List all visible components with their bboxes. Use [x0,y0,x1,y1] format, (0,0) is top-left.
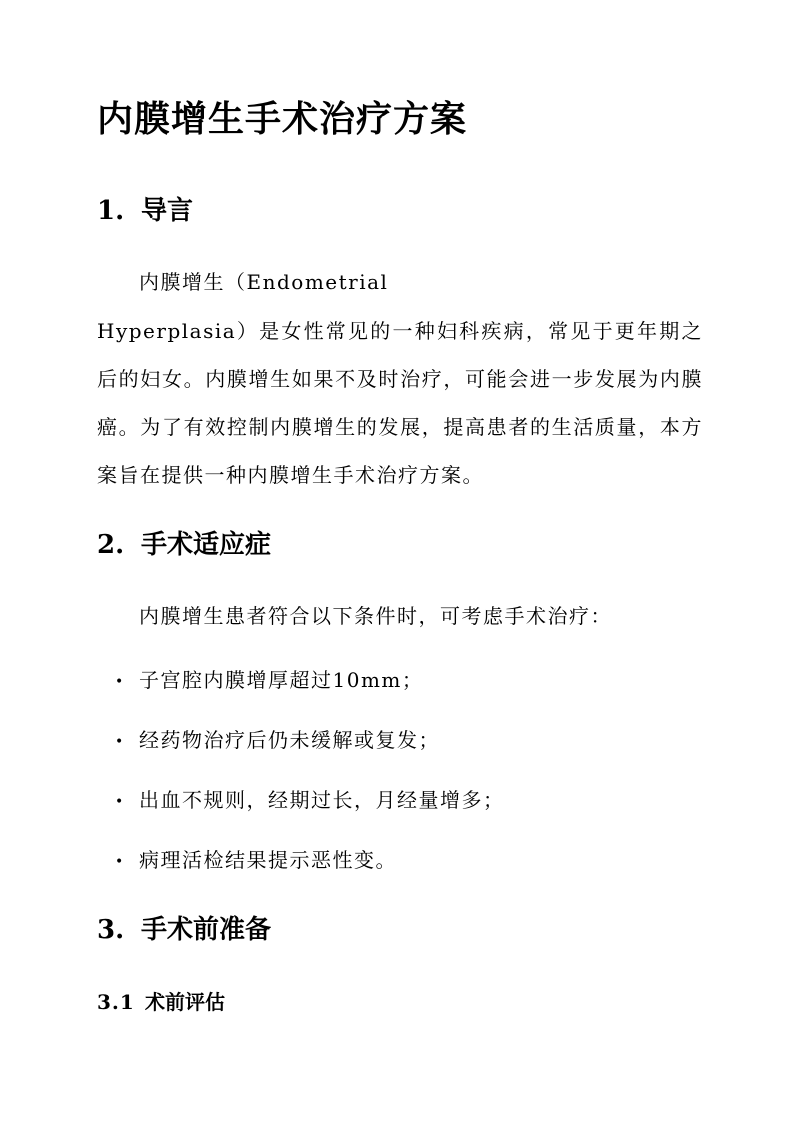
list-item-text: 子宫腔内膜增厚超过10mm； [139,668,424,692]
list-item [115,780,505,840]
list-item [115,720,505,780]
bullet-icon: • [115,734,125,750]
section-heading-preoperative-preparation [97,912,271,948]
list-item [115,840,505,900]
section-number: 3. [97,915,125,945]
section-number: 2. [97,530,125,560]
list-item-text: 经药物治疗后仍未缓解或复发； [139,728,440,752]
bullet-icon: • [115,674,125,690]
section-title: 导言 [141,196,194,226]
subsection-heading-preoperative-assessment [97,988,225,1016]
list-item-text: 病理活检结果提示恶性变。 [139,848,397,872]
subsection-number: 3.1 [97,990,135,1014]
section-title: 手术前准备 [141,915,272,945]
section-heading-introduction [97,193,193,229]
bullet-icon: • [115,794,125,810]
document-title: 内膜增生手术治疗方案 [97,98,468,140]
subsection-title: 术前评估 [145,990,225,1014]
list-item [115,660,505,720]
indications-list [115,660,505,900]
section-heading-indications [97,527,271,563]
section-title: 手术适应症 [141,530,272,560]
bullet-icon: • [115,854,125,870]
list-item-text: 出血不规则，经期过长，月经量增多； [139,788,505,812]
introduction-first-line: 内膜增生（Endometrial [139,270,389,294]
introduction-paragraph: Hyperplasia）是女性常见的一种妇科疾病，常见于更年期之后的妇女。内膜增生如果不及时治疗，可能会进一步发展为内膜癌。为了有效控制内膜增生的发展，提高患者的生活质量，本方案旨在提供一种内膜增生手术治疗方案。 [97,319,703,487]
section-number: 1. [97,196,125,226]
indications-lead-text: 内膜增生患者符合以下条件时，可考虑手术治疗： [139,604,612,628]
